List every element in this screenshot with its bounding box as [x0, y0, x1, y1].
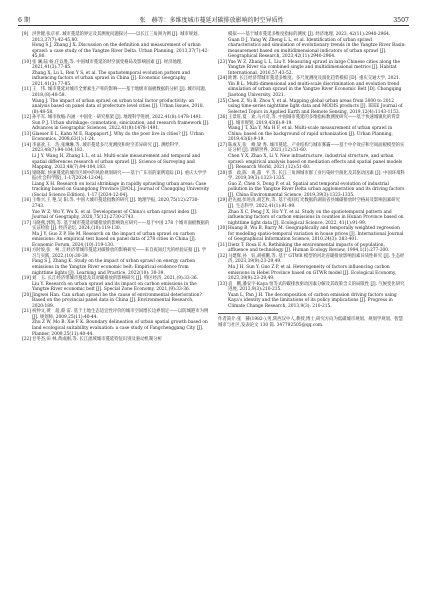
- reference-text: Dietz T, Rosa E A. Rethinking the environmental impacts of population, affluence and technology [J]. Human Ecology Review, 1994,1(1):277-300.: [228, 242, 390, 254]
- reference-text: Zhu Z W, Mo B, Xie F K. Boundary delineation of urban spatial growth based on land ecological suitability evaluation: a case study of Fangchenggang City [J]. Planner, 2009,25(11):40-44.: [32, 320, 208, 337]
- reference-text: 张 澜,陆 杨,任以胜,等. 中国城市蔓延的时空演变格局及影响因素 [J]. 经济地理, 2021,41(3):77-85.: [32, 59, 183, 71]
- reference-number: [27]: [218, 142, 227, 148]
- reference-entry: [22, 320, 210, 337]
- reference-number: [19]: [22, 276, 31, 282]
- reference-number: [15]: [22, 170, 31, 176]
- reference-entry: [218, 226, 406, 243]
- reference-number: [11]: [22, 87, 31, 93]
- reference-entry: [22, 171, 210, 182]
- running-header: [18, 12, 409, 24]
- reference-entry: [218, 115, 406, 126]
- reference-text: Yuan L, Pan J H. The decomposition of carbon emission driving factors using Kaya's identity and the limitations of its policy implications [J]. Progress in Climate Change Research, 2013,9(3): 210-215.: [228, 292, 397, 309]
- reference-number: [33]: [218, 281, 227, 287]
- reference-number: [25]: [218, 98, 227, 104]
- reference-entry: [22, 337, 210, 343]
- reference-entry: [218, 210, 406, 227]
- reference-entry: [218, 198, 406, 209]
- reference-text: 马建辉,孙 钰,胡祖鹏,等. 基于 GTWR 模型的河北省碳排放影响因素异质性研究 [J]. 生态经济, 2023,39(9):23-29,49.: [228, 253, 405, 265]
- reference-entry: [22, 259, 210, 276]
- reference-entry: [22, 309, 210, 320]
- footnote-rule: [218, 313, 278, 314]
- author-bio-note: 作者简介:张 赫(1982-),男,陕西汉中人,教授,博士,研究方向为低碳城市规划、规划学规划、智慧城市与社区,发表论文 130 篇. 347792505@qq.com.: [218, 317, 403, 328]
- reference-text: 马晓燕,郭凯,等. 基于城市蔓延对碳排放的影响效应研究——基于中国 278 个城市面板数据的实证检验 [J]. 经济论坛, 2024,(10):119-130.: [32, 220, 210, 232]
- reference-entry: [22, 232, 210, 249]
- reference-text: Sun P J. Urban shrinkage: connotation, sinicization, and research framework [J]. Advances in Geographic Sciences, 2022,41(8):1478-1491.: [32, 120, 210, 132]
- reference-text: Liang X H. Research on local shrinkage in rapidly sprawling urban areas: Case tracking based on Guangdong Province [D/OL]. Journal of Chongqing University (Social Science Edition), 1-17 [2024-12-04].: [32, 181, 210, 198]
- references-right-column: [218, 32, 406, 328]
- reference-entry: [22, 132, 210, 143]
- reference-text: Chen Y X, Zhao X, Li Y. New infrastructure, industrial structure, and urban sprawl: empirical analysis based on mediation effects and spatial panel models [J]. Research World, 2021,(12):51-60.: [228, 154, 403, 171]
- reference-number: [24]: [218, 76, 227, 82]
- reference-text: Chen Z, Yu B, Zhou Y, et al. Mapping global urban areas from 2000 to 2012 using time-series nighttime light data and MODIS products [J]. IEEE Journal of Selected Topics in Applied Earth and Remote Sensing, 2019,12(4):1143-1153.: [228, 98, 403, 115]
- reference-number: [16]: [22, 198, 31, 204]
- reference-text: 洪世键,张京祥. 城市蔓延的界定及其测度问题探讨——以长江三角洲为例 [J]. 城市规划, 2013,37(7):42-45,80.: [32, 32, 199, 43]
- reference-entry: [218, 254, 406, 265]
- reference-entry: [22, 43, 210, 60]
- issue-number: 6 期: [18, 17, 31, 24]
- reference-text: Hong S J, Zhang J X. Discussion on the definition and measurement of urban sprawl: a case study of the Yangtze River Delta. Urban Planning, 2013,37(7):42-45,80.: [32, 43, 209, 60]
- reference-entry: [22, 32, 210, 43]
- reference-entry: [218, 126, 406, 143]
- reference-entry: [22, 87, 210, 98]
- reference-entry: [218, 38, 406, 60]
- reference-number: [23]: [218, 59, 227, 65]
- reference-text: 方时姣,张 柯. 江经济带城市蔓延对碳排放的影响研究——来自夜间灯光的经验证据 [J]. 学习与实践, 2022,(10):30-39.: [32, 248, 207, 259]
- reference-entry: [22, 99, 210, 116]
- reference-text: 郭 政,陈 爽,董 平,等. 长江三角洲城市群工业污染时空演化及其驱动因素 [J]. 中国环境科学, 2019,39(3):1323-1335.: [228, 170, 405, 182]
- reference-number: [29]: [218, 198, 227, 204]
- reference-text: Ma J Y, Guo Z P, He M. Research on the impact of urban sprawl on carbon emissions: An empirical test based on panel data of 278 cities in China [J]. Economic Forum, 2024,(10):119-130.: [32, 231, 197, 248]
- reference-text: 李嘉欢,王 浩,张琳琳,等. 城市蔓延多尺度测度和时空差异研究 [J]. 测绘科学, 2023,48(7):94-104,183.: [32, 142, 180, 154]
- reference-entry: [22, 282, 210, 293]
- reference-entry: [218, 293, 406, 310]
- reference-text: Zhang X, Lu L, Ren Y S, et al. The spatiotemporal evolution pattern and influencing factors of urban sprawl in China [J]. Economic Geography, 2021,41(3):77-85.: [32, 70, 191, 87]
- reference-text: 王 伟. 城市蔓延对城市全要素生产率的影响——基于地级市面板数据的分析 [J]. 城市问题, 2018,(8):48-58.: [32, 87, 207, 99]
- reference-number: [31]: [218, 242, 227, 248]
- reference-number: [18]: [22, 248, 31, 254]
- reference-entry: [218, 171, 406, 182]
- reference-text: Yue W Z, Wu Y, Wu X, et al. Development of China's urban sprawl index [J]. Journal of Geography, 2020,75(12):2730-2743.: [32, 209, 198, 221]
- reference-entry: [22, 121, 210, 132]
- reference-text: Wang J T, Xia Y, Ma H F, et al. Multi-scale measurement of urban sprawl in China: based on the background of rapid urbanization [J]. Urban Planning, 2019,43(6):9-19.: [228, 126, 393, 143]
- reference-text: Fang S J, Zhang K. Study on the impact of urban sprawl on energy carbon emissions in the Yangtze River economic belt: Empirical evidence from nighttime lights [J]. Learning and Practice, 2022(10): 30-39.: [32, 259, 196, 276]
- reference-entry: [22, 221, 210, 232]
- reference-text: Glaeser E L, Kahn M E, Rappaport J. Why do the poor live in cities? [J]. Urban Economics, 2008,63(1):1-24.: [32, 131, 204, 143]
- reference-entry: [218, 182, 406, 199]
- reference-entry: [22, 210, 210, 221]
- reference-entry: [22, 248, 210, 259]
- reference-entry: [22, 71, 210, 88]
- reference-entry: [218, 82, 406, 99]
- references-left-column: [22, 32, 210, 343]
- reference-number: [13]: [22, 131, 31, 137]
- reference-entry: [218, 99, 406, 116]
- reference-text: 孙平军. 城市收缩:内涵 · 中国化 · 研究框架 [J]. 地理科学进展, 2022,41(8):1478-1491.: [32, 115, 203, 121]
- reference-text: Zhao X C, Peng J X, Hu Y Y, et al. Study on the spatiotemporal pattern and influencing factors of carbon emissions in counties in Hunan Province based on nighttime light data [J]. Ecological Science, 2022, 41(1):91-99.: [228, 209, 404, 226]
- reference-text: 刘 玉. 长江经济带城市蔓延及其对碳排放的影响研究 [J]. 特区经济, 2021,(9):33-36.: [32, 276, 199, 282]
- reference-entry: [22, 198, 210, 209]
- reference-text: 陈成友,张 峰,梁 秀. 城市蔓延、产业结构与城市雾霾——基于中介效应和空间面板模型的实证分析 [J]. 调研世界, 2021,(12):51-60.: [228, 142, 405, 154]
- reference-text: Guo Z, Chen S, Dong P, et al. Spatial and temporal evolution of industrial pollution in the Yangtze River Delta urban agglomeration and its driving factors [J]. China Environmental Science, 2019,39(3):1323-1335.: [228, 181, 405, 198]
- reference-text: 甘冬杰,田 林,黄成刚,等. 长江流域城市蔓延特征识别及驱动机制分析: [32, 337, 162, 343]
- reference-entry: [218, 60, 406, 77]
- reference-entry: [22, 60, 210, 71]
- reference-entry: [22, 154, 210, 171]
- reference-entry: [22, 182, 210, 199]
- reference-number: [26]: [218, 115, 227, 121]
- reference-entry: [218, 282, 406, 293]
- reference-text: 欧博. 长江经济带城市蔓延多维度、多尺度测度及演化趋势模拟 [D]. 重庆交通大学, 2021.: [228, 76, 401, 82]
- reference-text: 袁 鹏,潘安宇-Kaya 恒等式的碳排放驱动因素分解及其政策含义的局限性 [J]. 气候变化研究进展, 2013,9(3):210-215.: [228, 281, 405, 293]
- reference-number: [22]: [22, 337, 31, 343]
- reference-entry: [22, 143, 210, 154]
- reference-number: [30]: [218, 226, 227, 232]
- reference-text: 祝仲文,黄 超,蔡 雷. 基于土地生态适宜性评价的城市空间增长边界划定——以防城港市为例 [J]. 规划师, 2009,25(11):40-44.: [32, 309, 209, 320]
- reference-text: Huang B, Wu B, Barry M. Geographically and temporally weighted regression for modeling spatio-temporal variation in house prices [J]. International Journal of Geographical Information Science, 2010,24(3): 383-401.: [228, 226, 404, 243]
- reference-number: [28]: [218, 170, 227, 176]
- reference-number: [21]: [22, 309, 31, 315]
- reference-entry: [218, 154, 406, 171]
- reference-text: Li J Y, Wang H, Zhang L L, et al. Multi-scale measurement and temporal and spatial differences research of urban sprawl [J]. Science of Surveying and Mapping, 2023,48(7):94-104,183.: [32, 154, 201, 171]
- page-number: 3507: [393, 17, 409, 24]
- reference-text: 王景旺,夏 欢,马兴奇,等. 中国城市蔓延的多维指标数测度研究——基于快速城镇化的背景 [J]. 城市规划, 2019,43(6):9-19.: [228, 115, 400, 126]
- reference-number: [9]: [22, 32, 29, 37]
- reference-text: 梁晓晖. 快速蔓延的城市区域中的风险规划研究——基于广东省的案例追踪 [D]. 重庆大学学报(社会科学版), 1-17[2024-12-04].: [32, 170, 207, 182]
- reference-text: Ma J H, Sun Y, Guo Z P, et al. Heterogeneity of factors influencing carbon emissions in Hebei Province based on GTWR model [J]. Ecological Economy, 2023,39(9):23-29,49.: [228, 264, 397, 282]
- reference-entry: [22, 293, 210, 310]
- reference-text: 王维兴,王 艳,吴 阳,等. 中国大城市蔓延指数的研究 [J]. 地理学报, 2020,75(12):2730-2743.: [32, 198, 199, 209]
- reference-entry: [218, 143, 406, 154]
- reference-number: [20]: [22, 292, 31, 298]
- reference-text: Yue W Z, Zhang L L, Liu Y. Measuring sprawl in large Chinese cities along the Yangtze River via combined single and multidimensional metrics [J]. Habitat International, 2016,57:43-52.: [228, 59, 401, 76]
- reference-text: Yin B L. Multi-dimensional and multi-scale discrimination and evolution trend simulation of urban sprawl in the Yangtze River Economic Belt [D]. Chongqing Jiaotong University, 2021.: [228, 81, 402, 99]
- reference-text: 赵先福,彭进清,胡艺枚,等. 基于夜间灯光数据的湖南省县城碳排放时空格局及影响因素研究 [J]. 生态科学, 2022,41(1):91-99.: [228, 198, 400, 209]
- reference-text: Guan D J, Yang W, Zheng L L, et al. Identification of urban sprawl characteristics and simulation of evolutionary trends in the Yangtze River Basin: measurement based on multidimensional indicators of urban sprawl [J]. Geographical Research, 2023,42(11):2940-2964.: [228, 37, 406, 60]
- reference-number: [12]: [22, 115, 31, 121]
- header-rule: [18, 25, 409, 26]
- reference-text: Wang J. The impact of urban sprawl on urban total factor productivity: an analysis based on panel data of prefecture level cities [J]. Urban Issues, 2018,(8):48-58.: [32, 98, 205, 115]
- reference-number: [17]: [22, 220, 31, 226]
- reference-entry: [218, 243, 406, 254]
- reference-text: Jingwei Han. Can urban sprawl be the cause of environmental deterioration? Based on the provincial panel data in China [J]. Environmental Research, 2020:189.: [32, 292, 202, 309]
- reference-text: Liu Y. Research on urban sprawl and its impact on carbon emissions in the Yangtze River economic belt [J]. Special Zone Economy, 2021,(9):33-36.: [32, 281, 197, 293]
- reference-text: 模拟——基于城市蔓延多维度指标的测度 [J]. 经济地理, 2023, 42(11):2940-2964.: [228, 32, 391, 37]
- reference-entry: [218, 265, 406, 282]
- reference-number: [32]: [218, 253, 227, 259]
- reference-number: [10]: [22, 59, 31, 65]
- reference-number: [14]: [22, 142, 31, 148]
- running-title: 张 赫等：多维度城市蔓延对碳排放影响的时空异质性: [139, 17, 284, 24]
